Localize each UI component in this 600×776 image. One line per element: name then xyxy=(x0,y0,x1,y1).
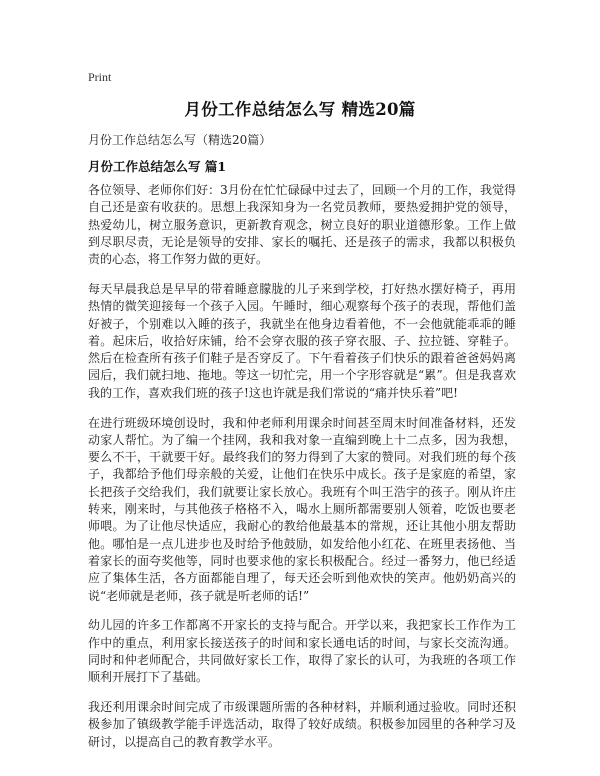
section-heading: 月份工作总结怎么写 篇1 xyxy=(88,159,227,174)
document-subtitle: 月份工作总结怎么写（精选20篇） xyxy=(88,133,272,147)
paragraph-1: 各位领导、老师你们好：3月份在忙忙碌碌中过去了，回顾一个月的工作，我觉得自己还是蛮有收获的。思想上我深知身为一名党员教师，要热爱拥护党的领导，热爱幼儿，树立服务意识，更新教育观念，树立良好的职业道德形象。工作上做到尽职尽责，无论是领导的安排、家长的嘱托、还是孩子的需求，我都以积极负责的心态，将工作努力做的更好。 xyxy=(88,183,516,267)
paragraph-2: 每天早晨我总是早早的带着睡意朦胧的儿子来到学校，打好热水摆好椅子，再用热情的微笑迎接每一个孩子入园。午睡时，细心观察每个孩子的表现，帮他们盖好被子，个别难以入睡的孩子，我就坐在他身边看着他，不一会他就能乖乖的睡着。起床后，收拾好床铺，给不会穿衣服的孩子穿衣服、子、拉拉链、穿鞋子。然后在检查所有孩子们鞋子是否穿反了。下午看着孩子们快乐的跟着爸爸妈妈离园后，我们就扫地、拖地。等这一切忙完，用一个字形容就是“累”。但是我喜欢我的工作，喜欢我们班的孩子!这也许就是我们常说的“痛并快乐着”吧! xyxy=(88,281,516,400)
paragraph-3: 在进行班级环境创设时，我和仲老师利用课余时间甚至周末时间准备材料，还发动家人帮忙。为了编一个挂网，我和我对象一直编到晚上十二点多，因为我想，要么不干，干就要干好。最终我们的努力得到了大家的赞同。对我们班的每个孩子，我都给予他们母亲般的关爱，让他们在快乐中成长。孩子是家庭的希望，家长把孩子交给我们，我们就要让家长放心。我班有个叫王浩宇的孩子。刚从许庄转来，刚来时，与其他孩子格格不入，喝水上厕所都需要别人领着，吃饭也要老师喂。为了让他尽快适应，我耐心的教给他最基本的常规，还让其他小朋友帮助他。哪怕是一点儿进步也及时给予他鼓励，如发给他小红花、在班里表扬他、当着家长的面夸奖他等，同时也要求他的家长积极配合。经过一番努力，他已经适应了集体生活，各方面都能自理了，每天还会听到他欢快的笑声。他奶奶高兴的说“老师就是老师，孩子就是听老师的话!” xyxy=(88,415,516,603)
paragraph-5: 我还利用课余时间完成了市级课题所需的各种材料，并顺利通过验收。同时还积极参加了镇级教学能手评选活动，取得了较好成绩。积极参加园里的各种学习及研讨，以提高自己的教育教学水平。 xyxy=(88,700,516,749)
print-link[interactable]: Print xyxy=(88,70,112,84)
document-body xyxy=(88,182,516,763)
paragraph-4: 幼儿园的许多工作都离不开家长的支持与配合。开学以来，我把家长工作作为工作中的重点，利用家长接送孩子的时间和家长通电话的时间，与家长交流沟通。同时和仲老师配合，共同做好家长工作，取得了家长的认可，为我班的各项工作顺利开展打下了基础。 xyxy=(88,618,516,685)
document-title: 月份工作总结怎么写 精选20篇 xyxy=(184,100,416,119)
